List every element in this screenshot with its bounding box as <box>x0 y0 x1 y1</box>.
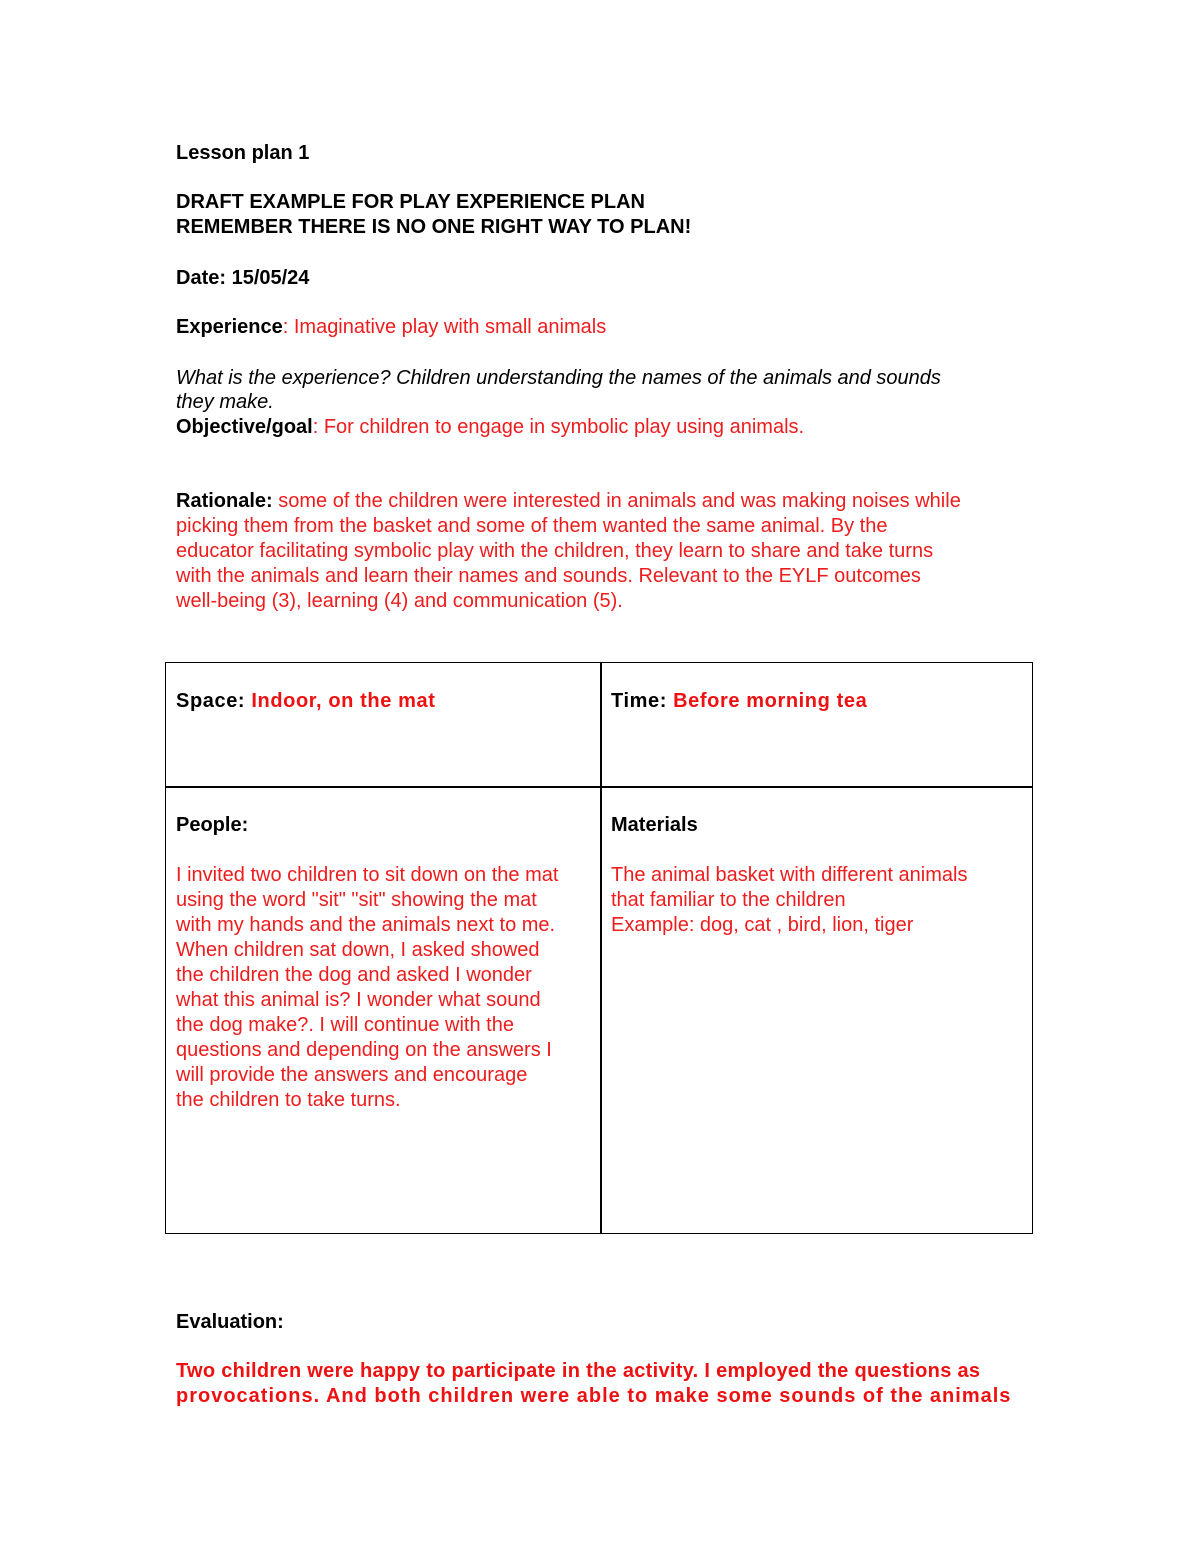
objective-line <box>176 415 804 440</box>
rationale-line-2: picking them from the basket and some of them wanted the same animal. By the <box>176 515 888 537</box>
time-cell <box>611 689 867 714</box>
objective-label: Objective/goal <box>176 416 313 438</box>
reminder-heading: REMEMBER THERE IS NO ONE RIGHT WAY TO PLAN! <box>176 216 692 238</box>
people-line-1: I invited two children to sit down on the mat <box>176 864 559 886</box>
objective-value: : For children to engage in symbolic play using animals. <box>312 416 805 438</box>
rationale-text-1: some of the children were interested in animals and was making noises while <box>272 490 961 512</box>
people-line-8: questions and depending on the answers I <box>176 1039 552 1061</box>
people-label: People: <box>176 814 249 836</box>
question-line-1: What is the experience? Children understanding the names of the animals and sounds <box>176 367 941 389</box>
materials-line-1: The animal basket with different animals <box>611 864 968 886</box>
materials-label: Materials <box>611 814 698 836</box>
time-value: Before morning tea <box>673 690 868 712</box>
rationale-line-1 <box>176 489 961 514</box>
rationale-label: Rationale: <box>176 490 273 512</box>
experience-line <box>176 315 606 340</box>
evaluation-label: Evaluation: <box>176 1311 284 1333</box>
people-line-4: When children sat down, I asked showed <box>176 939 540 961</box>
space-label: Space: <box>176 690 252 712</box>
people-line-7: the dog make?. I will continue with the <box>176 1014 514 1036</box>
people-line-10: the children to take turns. <box>176 1089 401 1111</box>
people-line-9: will provide the answers and encourage <box>176 1064 528 1086</box>
table-row-divider <box>165 786 1033 788</box>
people-line-2: using the word "sit" "sit" showing the mat <box>176 889 537 911</box>
draft-heading: DRAFT EXAMPLE FOR PLAY EXPERIENCE PLAN <box>176 191 645 213</box>
people-line-3: with my hands and the animals next to me. <box>176 914 556 936</box>
people-cell <box>176 813 558 1113</box>
rationale-line-5: well-being (3), learning (4) and communication (5). <box>176 590 623 612</box>
people-line-6: what this animal is? I wonder what sound <box>176 989 541 1011</box>
lesson-title: Lesson plan 1 <box>176 142 310 164</box>
table-column-divider <box>600 662 602 1234</box>
people-line-5: the children the dog and asked I wonder <box>176 964 532 986</box>
date-line: Date: 15/05/24 <box>176 267 310 289</box>
materials-line-2: that familiar to the children <box>611 889 846 911</box>
space-value: Indoor, on the mat <box>251 690 436 712</box>
materials-cell <box>611 813 967 938</box>
question-line-2: they make. <box>176 391 274 413</box>
rationale-line-3: educator facilitating symbolic play with the children, they learn to share and take turns <box>176 540 934 562</box>
experience-value: : Imaginative play with small animals <box>282 316 607 338</box>
evaluation-line-1: Two children were happy to participate in the activity. I employed the questions as <box>176 1360 981 1382</box>
experience-label: Experience <box>176 316 283 338</box>
time-label: Time: <box>611 690 674 712</box>
materials-line-3: Example: dog, cat , bird, lion, tiger <box>611 914 914 936</box>
rationale-line-4: with the animals and learn their names and sounds. Relevant to the EYLF outcomes <box>176 565 921 587</box>
evaluation-line-2: provocations. And both children were able to make some sounds of the animals <box>176 1385 1012 1407</box>
space-cell <box>176 689 435 714</box>
